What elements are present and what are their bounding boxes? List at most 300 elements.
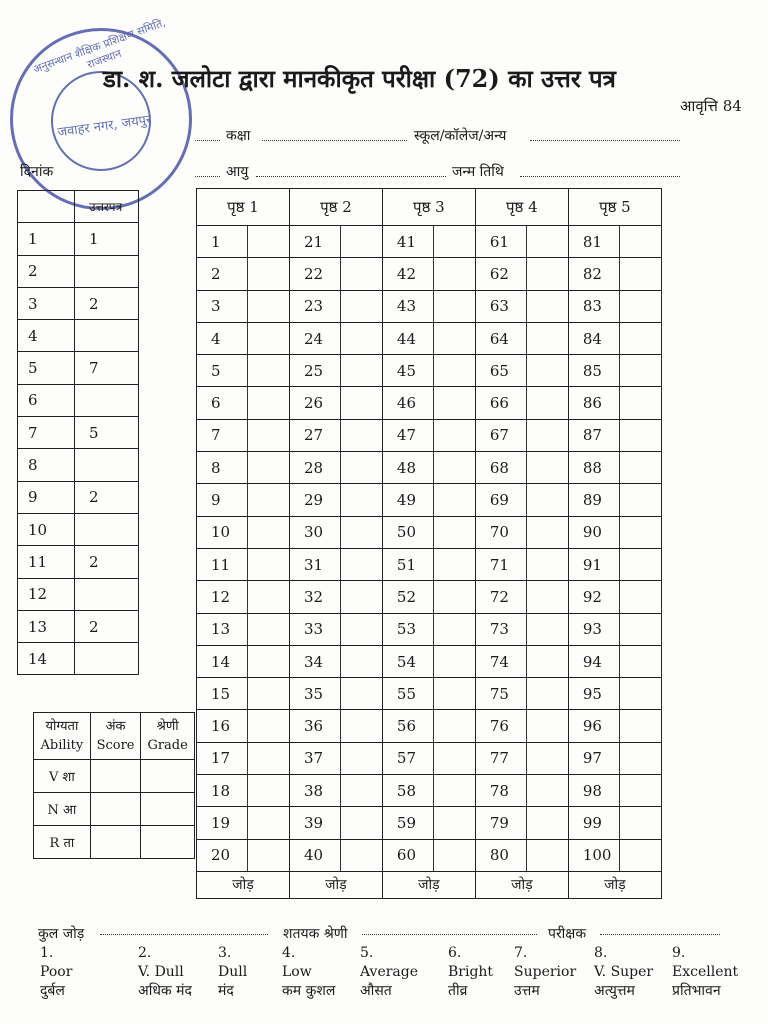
answer-cell[interactable] — [619, 678, 661, 710]
dob-label: जन्म तिथि — [452, 164, 504, 180]
answer-cell[interactable] — [340, 226, 382, 258]
answer-cell[interactable] — [433, 645, 475, 677]
page-total-cell[interactable]: जोड़ — [382, 871, 475, 898]
grade-hindi: उत्तम — [514, 983, 540, 999]
response-row — [197, 290, 662, 322]
answer-key-value[interactable]: 5 — [75, 417, 139, 449]
school-label: स्कूल/कॉलेज/अन्य — [414, 128, 507, 144]
question-number: 37 — [289, 742, 340, 774]
answer-cell[interactable] — [433, 710, 475, 742]
page-column-header: पृष्ठ 4 — [475, 189, 568, 226]
question-number: 82 — [568, 258, 619, 290]
page-total-cell[interactable]: जोड़ — [568, 871, 661, 898]
answer-cell[interactable] — [340, 613, 382, 645]
page-title: डा. श. जलोटा द्वारा मानकीकृत परीक्षा (72) का उत्तर पत्र — [103, 64, 616, 93]
score-header: अंक Score — [90, 713, 141, 760]
question-number: 60 — [382, 839, 433, 871]
question-number: 75 — [475, 678, 526, 710]
question-number: 88 — [568, 452, 619, 484]
page-total-cell[interactable]: जोड़ — [289, 871, 382, 898]
question-number: 59 — [382, 807, 433, 839]
totals-row — [197, 871, 662, 898]
score-cell[interactable] — [90, 793, 141, 826]
answer-cell[interactable] — [526, 355, 568, 387]
answer-cell[interactable] — [526, 387, 568, 419]
page-total-cell[interactable]: जोड़ — [475, 871, 568, 898]
answer-cell[interactable] — [340, 807, 382, 839]
question-number: 27 — [289, 419, 340, 451]
question-number: 76 — [475, 710, 526, 742]
question-number: 67 — [475, 419, 526, 451]
answer-key-value[interactable]: 7 — [75, 352, 139, 384]
answer-key-value[interactable] — [75, 643, 139, 675]
grade-hindi: औसत — [360, 983, 392, 999]
question-number: 96 — [568, 710, 619, 742]
question-number: 73 — [475, 613, 526, 645]
answer-cell[interactable] — [526, 581, 568, 613]
answer-cell[interactable] — [247, 322, 289, 354]
answer-cell[interactable] — [340, 581, 382, 613]
answer-cell[interactable] — [526, 710, 568, 742]
answer-key-row — [18, 610, 139, 642]
answer-key-row — [18, 255, 139, 287]
answer-key-value[interactable] — [75, 513, 139, 545]
answer-key-number: 3 — [18, 287, 75, 319]
answer-cell[interactable] — [433, 355, 475, 387]
question-number: 50 — [382, 516, 433, 548]
question-number: 97 — [568, 742, 619, 774]
answer-key-value[interactable]: 2 — [75, 287, 139, 319]
question-number: 22 — [289, 258, 340, 290]
answer-cell[interactable] — [619, 258, 661, 290]
answer-key-row — [18, 223, 139, 255]
answer-cell[interactable] — [340, 355, 382, 387]
response-row — [197, 258, 662, 290]
examiner-field-line[interactable] — [600, 934, 720, 935]
answer-key-row — [18, 449, 139, 481]
answer-cell[interactable] — [247, 613, 289, 645]
answer-cell[interactable] — [433, 839, 475, 871]
answer-key-number: 1 — [18, 223, 75, 255]
question-number: 48 — [382, 452, 433, 484]
answer-cell[interactable] — [526, 258, 568, 290]
grade-legend-item — [672, 944, 738, 1001]
response-row — [197, 516, 662, 548]
answer-cell[interactable] — [619, 226, 661, 258]
answer-cell[interactable] — [619, 322, 661, 354]
answer-cell[interactable] — [619, 548, 661, 580]
answer-cell[interactable] — [340, 419, 382, 451]
answer-key-value[interactable]: 2 — [75, 610, 139, 642]
score-row — [34, 760, 195, 793]
answer-cell[interactable] — [247, 516, 289, 548]
response-table — [196, 188, 662, 899]
answer-cell[interactable] — [247, 484, 289, 516]
answer-cell[interactable] — [247, 678, 289, 710]
response-row — [197, 419, 662, 451]
answer-cell[interactable] — [526, 290, 568, 322]
answer-cell[interactable] — [340, 645, 382, 677]
answer-cell[interactable] — [526, 226, 568, 258]
answer-cell[interactable] — [526, 678, 568, 710]
answer-key-number: 4 — [18, 320, 75, 352]
answer-cell[interactable] — [526, 419, 568, 451]
question-number: 90 — [568, 516, 619, 548]
ability-cell: N आ — [34, 793, 91, 826]
grade-legend-item — [218, 944, 247, 1001]
question-number: 58 — [382, 775, 433, 807]
response-row — [197, 775, 662, 807]
dob-field-line[interactable] — [520, 176, 680, 177]
answer-cell[interactable] — [619, 452, 661, 484]
answer-cell[interactable] — [433, 322, 475, 354]
score-cell[interactable] — [90, 760, 141, 793]
answer-key-header: उत्तरपत्र — [75, 191, 139, 223]
response-row — [197, 581, 662, 613]
answer-key-value[interactable]: 1 — [75, 223, 139, 255]
question-number: 41 — [382, 226, 433, 258]
answer-cell[interactable] — [526, 645, 568, 677]
question-number: 74 — [475, 645, 526, 677]
grade-english: Low — [282, 964, 312, 980]
response-row — [197, 226, 662, 258]
question-number: 89 — [568, 484, 619, 516]
grade-legend-item — [594, 944, 653, 1001]
grade-hindi: अत्युत्तम — [594, 983, 635, 999]
answer-cell[interactable] — [247, 645, 289, 677]
question-number: 47 — [382, 419, 433, 451]
answer-cell[interactable] — [247, 807, 289, 839]
date-field-line[interactable] — [195, 176, 220, 177]
grade-header: श्रेणी Grade — [141, 713, 195, 760]
answer-cell[interactable] — [619, 710, 661, 742]
grade-legend-item — [514, 944, 576, 1001]
response-row — [197, 484, 662, 516]
answer-key-value[interactable] — [75, 255, 139, 287]
question-number: 25 — [289, 355, 340, 387]
answer-cell[interactable] — [340, 290, 382, 322]
grade-number: 6. — [448, 945, 462, 961]
question-number: 33 — [289, 613, 340, 645]
question-number: 29 — [289, 484, 340, 516]
question-number: 14 — [197, 645, 248, 677]
answer-cell[interactable] — [526, 452, 568, 484]
question-number: 99 — [568, 807, 619, 839]
question-number: 46 — [382, 387, 433, 419]
answer-cell[interactable] — [433, 290, 475, 322]
answer-cell[interactable] — [247, 581, 289, 613]
answer-key-value[interactable] — [75, 384, 139, 416]
question-number: 85 — [568, 355, 619, 387]
question-number: 54 — [382, 645, 433, 677]
answer-cell[interactable] — [340, 322, 382, 354]
question-number: 11 — [197, 548, 248, 580]
question-number: 80 — [475, 839, 526, 871]
answer-cell[interactable] — [526, 839, 568, 871]
question-number: 7 — [197, 419, 248, 451]
question-number: 91 — [568, 548, 619, 580]
question-number: 100 — [568, 839, 619, 871]
answer-cell[interactable] — [247, 290, 289, 322]
answer-cell[interactable] — [247, 258, 289, 290]
grade-cell[interactable] — [141, 760, 195, 793]
answer-cell[interactable] — [340, 548, 382, 580]
answer-cell[interactable] — [526, 548, 568, 580]
answer-cell[interactable] — [619, 516, 661, 548]
answer-cell[interactable] — [433, 452, 475, 484]
question-number: 64 — [475, 322, 526, 354]
question-number: 68 — [475, 452, 526, 484]
question-number: 69 — [475, 484, 526, 516]
question-number: 72 — [475, 581, 526, 613]
answer-cell[interactable] — [433, 581, 475, 613]
answer-key-row — [18, 481, 139, 513]
answer-key-number: 13 — [18, 610, 75, 642]
date-label: दिनांक — [20, 164, 54, 180]
answer-cell[interactable] — [340, 710, 382, 742]
question-number: 23 — [289, 290, 340, 322]
answer-key-row — [18, 578, 139, 610]
answer-cell[interactable] — [247, 742, 289, 774]
answer-key-value[interactable]: 2 — [75, 481, 139, 513]
answer-cell[interactable] — [619, 419, 661, 451]
answer-key-corner — [18, 191, 75, 223]
answer-cell[interactable] — [619, 290, 661, 322]
answer-cell[interactable] — [247, 387, 289, 419]
answer-cell[interactable] — [340, 516, 382, 548]
answer-key-row — [18, 352, 139, 384]
question-number: 61 — [475, 226, 526, 258]
answer-cell[interactable] — [619, 807, 661, 839]
answer-cell[interactable] — [619, 613, 661, 645]
answer-cell[interactable] — [619, 387, 661, 419]
question-number: 62 — [475, 258, 526, 290]
total-label: कुल जोड़ — [38, 926, 85, 942]
grade-number: 5. — [360, 945, 374, 961]
answer-cell[interactable] — [526, 807, 568, 839]
response-row — [197, 387, 662, 419]
answer-cell[interactable] — [247, 548, 289, 580]
question-number: 8 — [197, 452, 248, 484]
answer-key-table — [17, 190, 139, 675]
answer-cell[interactable] — [433, 548, 475, 580]
answer-cell[interactable] — [340, 452, 382, 484]
class-label: कक्षा — [226, 128, 251, 144]
answer-key-value[interactable] — [75, 449, 139, 481]
grade-english: Superior — [514, 964, 577, 980]
answer-cell[interactable] — [619, 775, 661, 807]
question-number: 32 — [289, 581, 340, 613]
answer-key-value[interactable]: 2 — [75, 546, 139, 578]
question-number: 5 — [197, 355, 248, 387]
answer-key-row — [18, 287, 139, 319]
grade-english: Dull — [218, 964, 248, 980]
question-number: 43 — [382, 290, 433, 322]
question-number: 51 — [382, 548, 433, 580]
score-table — [33, 712, 195, 859]
page-column-header: पृष्ठ 5 — [568, 189, 661, 226]
question-number: 38 — [289, 775, 340, 807]
stamp-center-text: जवाहर नगर, जयपुर — [56, 112, 153, 141]
answer-cell[interactable] — [340, 742, 382, 774]
answer-cell[interactable] — [526, 484, 568, 516]
answer-cell[interactable] — [340, 484, 382, 516]
answer-cell[interactable] — [433, 775, 475, 807]
question-number: 17 — [197, 742, 248, 774]
grade-english: Bright — [448, 964, 494, 980]
question-number: 31 — [289, 548, 340, 580]
answer-key-number: 5 — [18, 352, 75, 384]
grade-cell[interactable] — [141, 826, 195, 859]
question-number: 53 — [382, 613, 433, 645]
response-row — [197, 839, 662, 871]
answer-cell[interactable] — [247, 775, 289, 807]
answer-cell[interactable] — [619, 581, 661, 613]
question-number: 35 — [289, 678, 340, 710]
answer-cell[interactable] — [433, 742, 475, 774]
response-row — [197, 355, 662, 387]
question-number: 78 — [475, 775, 526, 807]
page-total-cell[interactable]: जोड़ — [197, 871, 290, 898]
answer-cell[interactable] — [619, 742, 661, 774]
question-number: 71 — [475, 548, 526, 580]
response-row — [197, 710, 662, 742]
answer-cell[interactable] — [526, 613, 568, 645]
question-number: 39 — [289, 807, 340, 839]
question-number: 52 — [382, 581, 433, 613]
response-row — [197, 452, 662, 484]
score-row — [34, 793, 195, 826]
answer-cell[interactable] — [433, 484, 475, 516]
answer-key-number: 10 — [18, 513, 75, 545]
response-row — [197, 613, 662, 645]
response-row — [197, 807, 662, 839]
question-number: 77 — [475, 742, 526, 774]
school-field-line[interactable] — [530, 140, 680, 141]
answer-cell[interactable] — [526, 742, 568, 774]
answer-cell[interactable] — [247, 355, 289, 387]
answer-key-number: 14 — [18, 643, 75, 675]
question-number: 24 — [289, 322, 340, 354]
answer-cell[interactable] — [526, 516, 568, 548]
question-number: 3 — [197, 290, 248, 322]
question-number: 2 — [197, 258, 248, 290]
answer-cell[interactable] — [619, 355, 661, 387]
question-number: 84 — [568, 322, 619, 354]
answer-cell[interactable] — [619, 645, 661, 677]
question-number: 87 — [568, 419, 619, 451]
response-row — [197, 645, 662, 677]
answer-cell[interactable] — [433, 258, 475, 290]
question-number: 1 — [197, 226, 248, 258]
question-number: 10 — [197, 516, 248, 548]
name-field-line[interactable] — [195, 140, 220, 141]
question-number: 12 — [197, 581, 248, 613]
answer-cell[interactable] — [619, 839, 661, 871]
question-number: 30 — [289, 516, 340, 548]
question-number: 28 — [289, 452, 340, 484]
question-number: 19 — [197, 807, 248, 839]
answer-key-row — [18, 320, 139, 352]
response-row — [197, 322, 662, 354]
answer-cell[interactable] — [433, 807, 475, 839]
class-field-line[interactable] — [262, 140, 407, 141]
answer-key-value[interactable] — [75, 578, 139, 610]
answer-cell[interactable] — [340, 839, 382, 871]
answer-cell[interactable] — [433, 613, 475, 645]
answer-cell[interactable] — [340, 387, 382, 419]
percentile-field-line[interactable] — [362, 934, 537, 935]
grade-number: 9. — [672, 945, 686, 961]
question-number: 13 — [197, 613, 248, 645]
question-number: 93 — [568, 613, 619, 645]
answer-key-number: 11 — [18, 546, 75, 578]
question-number: 21 — [289, 226, 340, 258]
question-number: 6 — [197, 387, 248, 419]
question-number: 94 — [568, 645, 619, 677]
grade-english: Average — [360, 964, 419, 980]
grade-legend-item — [40, 944, 72, 1001]
question-number: 70 — [475, 516, 526, 548]
answer-cell[interactable] — [247, 452, 289, 484]
answer-cell[interactable] — [340, 258, 382, 290]
age-label: आयु — [226, 164, 249, 180]
question-number: 57 — [382, 742, 433, 774]
answer-cell[interactable] — [247, 710, 289, 742]
answer-cell[interactable] — [247, 226, 289, 258]
answer-key-number: 8 — [18, 449, 75, 481]
answer-cell[interactable] — [247, 839, 289, 871]
response-row — [197, 548, 662, 580]
answer-key-number: 6 — [18, 384, 75, 416]
question-number: 55 — [382, 678, 433, 710]
score-cell[interactable] — [90, 826, 141, 859]
total-field-line[interactable] — [100, 934, 268, 935]
age-field-line[interactable] — [256, 176, 446, 177]
answer-key-number: 7 — [18, 417, 75, 449]
response-row — [197, 742, 662, 774]
question-number: 34 — [289, 645, 340, 677]
answer-key-row — [18, 546, 139, 578]
answer-cell[interactable] — [433, 678, 475, 710]
answer-cell[interactable] — [526, 322, 568, 354]
grade-number: 3. — [218, 945, 232, 961]
answer-cell[interactable] — [433, 226, 475, 258]
grade-number: 8. — [594, 945, 608, 961]
grade-english: Excellent — [672, 964, 739, 980]
question-number: 81 — [568, 226, 619, 258]
grade-english: V. Dull — [138, 964, 184, 980]
answer-cell[interactable] — [340, 775, 382, 807]
answer-cell[interactable] — [247, 419, 289, 451]
grade-english: Poor — [40, 964, 73, 980]
score-row — [34, 826, 195, 859]
question-number: 15 — [197, 678, 248, 710]
grade-cell[interactable] — [141, 793, 195, 826]
answer-key-row — [18, 417, 139, 449]
grade-number: 7. — [514, 945, 528, 961]
question-number: 45 — [382, 355, 433, 387]
answer-cell[interactable] — [433, 419, 475, 451]
question-number: 95 — [568, 678, 619, 710]
answer-cell[interactable] — [340, 678, 382, 710]
answer-cell[interactable] — [526, 775, 568, 807]
answer-key-value[interactable] — [75, 320, 139, 352]
answer-cell[interactable] — [433, 387, 475, 419]
answer-cell[interactable] — [433, 516, 475, 548]
answer-cell[interactable] — [619, 484, 661, 516]
question-number: 42 — [382, 258, 433, 290]
